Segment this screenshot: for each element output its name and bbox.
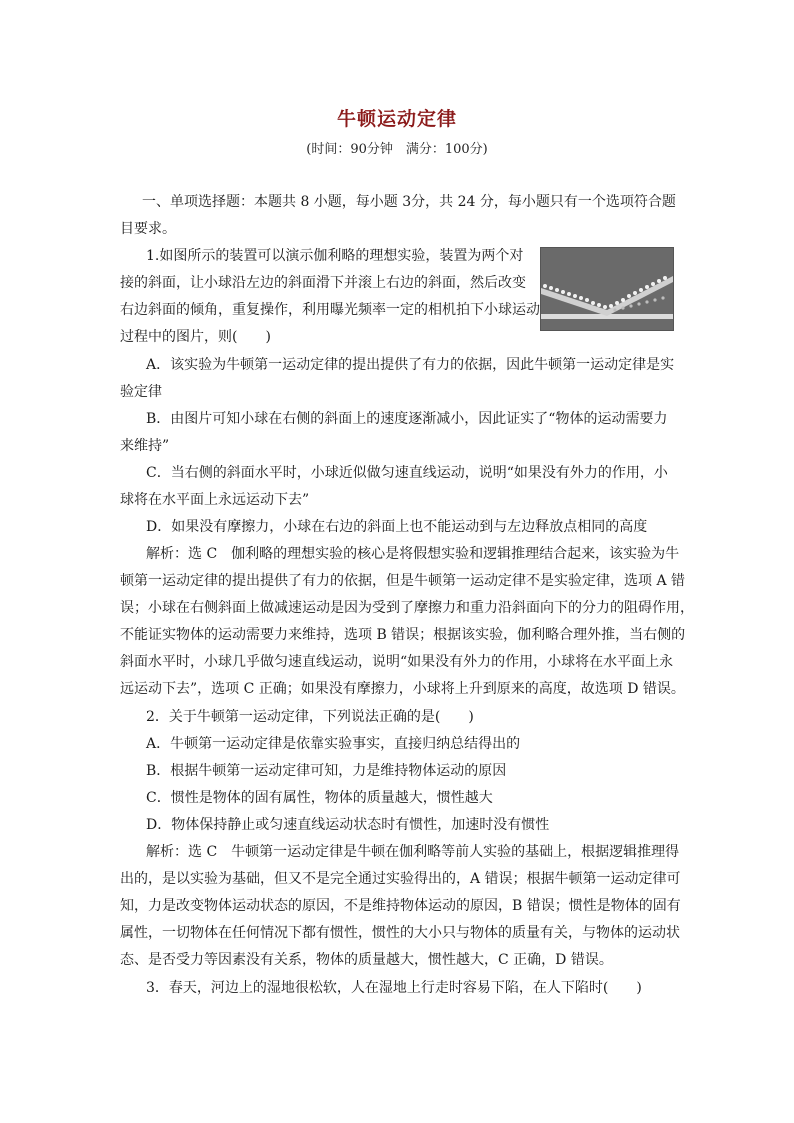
q1-option-d: D．如果没有摩擦力，小球在右边的斜面上也不能运动到与左边释放点相同的高度 (146, 519, 648, 535)
q1-option-a-cont: 验定律 (120, 384, 162, 400)
q1-analysis-line: 斜面水平时，小球几乎做匀速直线运动，说明“如果没有外力的作用，小球将在水平面上永 (120, 654, 674, 670)
q3-stem: 3．春天，河边上的湿地很松软，人在湿地上行走时容易下陷，在人下陷时( ) (146, 980, 642, 996)
q2-analysis-line: 出的，是以实验为基础，但又不是完全通过实验得出的，A 错误；根据牛顿第一运动定律可 (120, 871, 681, 887)
q2-option-d: D．物体保持静止或匀速直线运动状态时有惯性，加速时没有惯性 (146, 817, 550, 833)
q2-analysis-line: 知，力是改变物体运动状态的原因，不是维持物体运动的原因，B 错误；惯性是物体的固有 (120, 898, 681, 914)
q1-option-a: A．该实验为牛顿第一运动定律的提出提供了有力的依据，因此牛顿第一运动定律是实 (146, 357, 675, 373)
q1-option-b-cont: 来维持” (120, 438, 170, 454)
q1-option-b: B．由图片可知小球在右侧的斜面上的速度逐渐减小，因此证实了“物体的运动需要力 (146, 411, 668, 427)
q2-analysis-line: 属性，一切物体在任何情况下都有惯性，惯性的大小只与物体的质量有关，与物体的运动状 (120, 925, 680, 941)
q2-analysis-line: 态、是否受力等因素没有关系，物体的质量越大，惯性越大，C 正确，D 错误。 (120, 952, 613, 968)
q2-stem: 2．关于牛顿第一运动定律，下列说法正确的是( ) (146, 709, 474, 725)
q2-option-c: C．惯性是物体的固有属性，物体的质量越大，惯性越大 (146, 790, 493, 806)
q1-option-c: C．当右侧的斜面水平时，小球近似做匀速直线运动，说明“如果没有外力的作用，小 (146, 465, 668, 481)
q2-analysis-line: 解析：选 C 牛顿第一运动定律是牛顿在伽利略等前人实验的基础上，根据逻辑推理得 (146, 844, 680, 860)
q1-analysis-line: 不能证实物体的运动需要力来维持，选项 B 错误；根据该实验，伽利略合理外推，当右侧的 (120, 627, 686, 643)
incline-photo-graphic (541, 248, 673, 330)
q1-stem-line: 过程中的图片，则( ) (120, 329, 271, 345)
q1-option-c-cont: 球将在水平面上永远运动下去” (120, 492, 310, 508)
q1-analysis-line: 远运动下去”，选项 C 正确；如果没有摩擦力，小球将上升到原来的高度，故选项 D 错误。 (120, 681, 685, 697)
q1-analysis-line: 误；小球在右侧斜面上做减速运动是因为受到了摩擦力和重力沿斜面向下的分力的阻碍作用， (120, 600, 694, 616)
q2-option-a: A．牛顿第一运动定律是依靠实验事实，直接归纳总结得出的 (146, 736, 521, 752)
q1-stem-line: 右边斜面的倾角，重复操作，利用曝光频率一定的相机拍下小球运动 (120, 302, 540, 318)
incline-experiment-photo (540, 247, 674, 331)
page-subtitle: (时间：90分钟 满分：100分) (306, 142, 488, 157)
q1-stem-line: 接的斜面，让小球沿左边的斜面滑下并滚上右边的斜面，然后改变 (120, 275, 526, 291)
section-heading-cont: 目要求。 (120, 221, 176, 237)
page-title: 牛顿运动定律 (336, 108, 457, 130)
q1-analysis-line: 顿第一运动定律的提出提供了有力的依据，但是牛顿第一运动定律不是实验定律，选项 A 错 (120, 573, 686, 589)
section-heading: 一、单项选择题：本题共 8 小题，每小题 3分，共 24 分，每小题只有一个选项符合题 (142, 194, 676, 210)
q1-analysis-line: 解析：选 C 伽利略的理想实验的核心是将假想实验和逻辑推理结合起来，该实验为牛 (146, 546, 680, 562)
q2-option-b: B．根据牛顿第一运动定律可知，力是维持物体运动的原因 (146, 763, 507, 779)
q1-stem-line: 1.如图所示的装置可以演示伽利略的理想实验，装置为两个对 (146, 248, 524, 264)
